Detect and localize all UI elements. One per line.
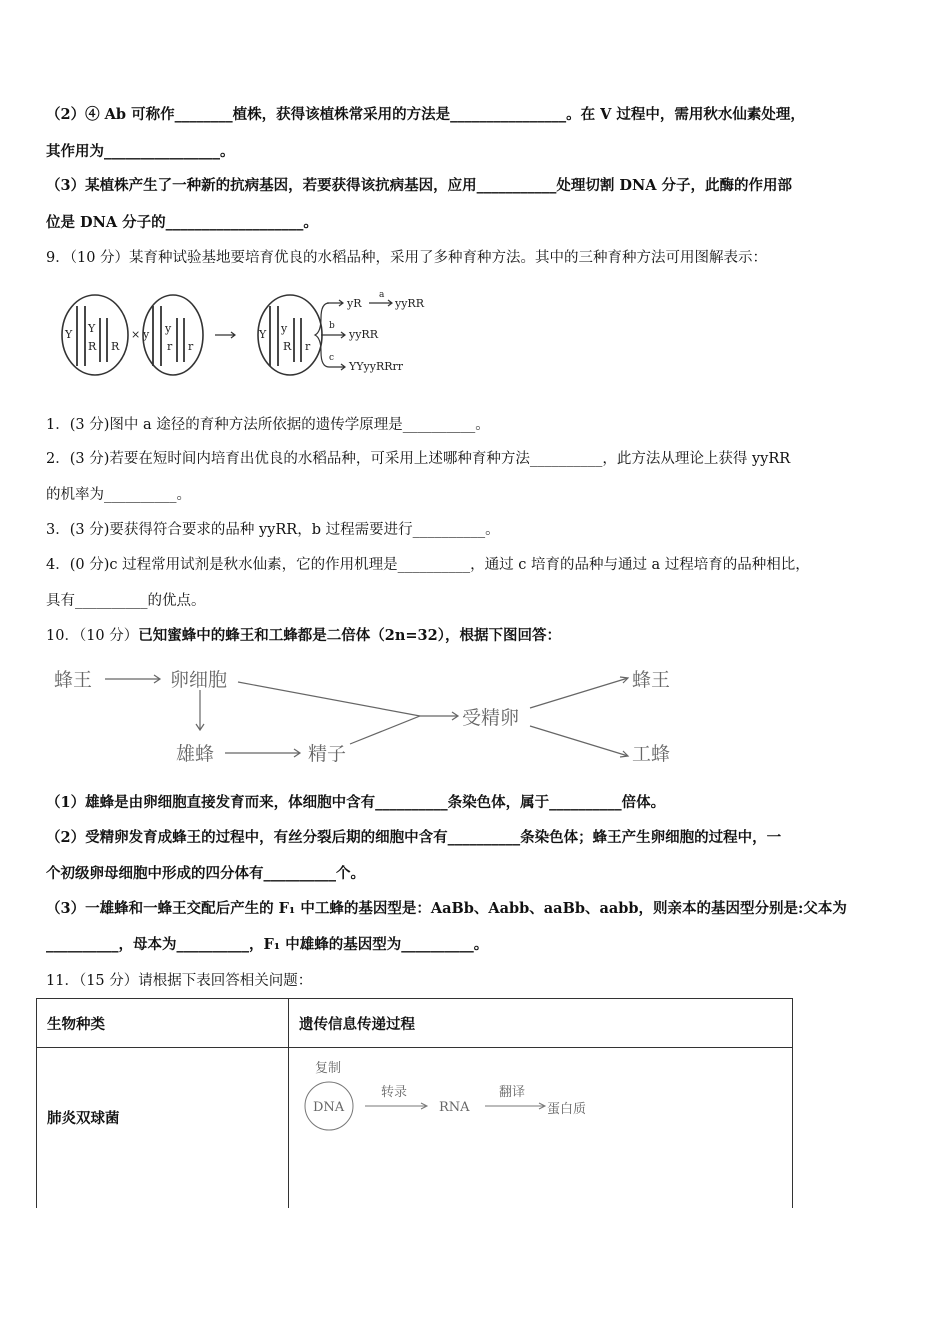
path-b-label: b bbox=[329, 321, 335, 331]
c-output-genotype: YYyyRRrr bbox=[349, 360, 404, 373]
chromosome-label: R bbox=[283, 340, 292, 353]
central-dogma-diagram bbox=[299, 1056, 619, 1136]
protein-node: 蛋白质 bbox=[547, 1102, 587, 1117]
table-header-row bbox=[37, 999, 793, 1048]
q8-part3-line2: 位是 DNA 分子的___________________。 bbox=[46, 214, 318, 231]
b-output-genotype: yyRR bbox=[349, 328, 378, 341]
a-mid-genotype: yR bbox=[347, 297, 362, 310]
chromosome-label: R bbox=[88, 340, 97, 353]
q9-sub4-line1: 4．(0 分)c 过程常用试剂是秋水仙素，它的作用机理是__________，通过 c 培育的品种与通过 a 过程培育的品种相比， bbox=[46, 557, 810, 573]
sperm-node: 精子 bbox=[308, 743, 347, 765]
q10-number: 10．（10 分） bbox=[46, 628, 139, 644]
chromosome-label: y bbox=[165, 322, 172, 335]
bee-diagram bbox=[50, 660, 690, 770]
q10-stem bbox=[46, 624, 561, 645]
a-output-genotype: yyRR bbox=[395, 297, 424, 310]
q10-part1: （1）雄蜂是由卵细胞直接发育而来，体细胞中含有__________条染色体，属于__________倍体。 bbox=[46, 794, 666, 811]
q10-part2-line1: （2）受精卵发育成蜂王的过程中，有丝分裂后期的细胞中含有__________条染色体；蜂王产生卵细胞的过程中，一 bbox=[46, 829, 782, 846]
translation-label: 翻译 bbox=[499, 1085, 526, 1100]
chromosome-label: Y bbox=[259, 328, 267, 341]
q10-part3-line2: __________，母本为__________，F₁ 中雄蜂的基因型为__________。 bbox=[46, 936, 489, 953]
chromosome-label: Y bbox=[65, 328, 73, 341]
chromosome-label: r bbox=[305, 340, 311, 353]
egg-node: 卵细胞 bbox=[170, 669, 228, 691]
queen-output-node: 蜂王 bbox=[632, 669, 671, 691]
chromosome-label: y bbox=[143, 328, 150, 341]
queen-node: 蜂王 bbox=[54, 669, 93, 691]
dna-node: DNA bbox=[313, 1100, 345, 1115]
q10-stem-text: 已知蜜蜂中的蜂王和工蜂都是二倍体（2n=32），根据下图回答： bbox=[138, 627, 561, 644]
table-row bbox=[37, 1048, 793, 1208]
q11-stem: 11．（15 分）请根据下表回答相关问题： bbox=[46, 973, 313, 989]
path-c-label: c bbox=[329, 353, 335, 363]
zygote-node: 受精卵 bbox=[462, 707, 520, 729]
info-table bbox=[36, 998, 793, 1208]
chromosome-label: R bbox=[111, 340, 120, 353]
q8-part2-line2: 其作用为________________。 bbox=[46, 143, 235, 160]
q10-part3-line1: （3）一雄蜂和一蜂王交配后产生的 F₁ 中工蜂的基因型是：AaBb、Aabb、aaBb、aabb，则亲本的基因型分别是:父本为 bbox=[46, 900, 847, 917]
worker-output-node: 工蜂 bbox=[632, 743, 671, 765]
chromosome-label: r bbox=[188, 340, 194, 353]
q9-sub1: 1．(3 分)图中 a 途径的育种方法所依据的遗传学原理是__________。 bbox=[46, 417, 490, 433]
breeding-diagram bbox=[55, 288, 435, 380]
q9-sub3: 3．(3 分)要获得符合要求的品种 yyRR，b 过程需要进行__________。 bbox=[46, 522, 500, 538]
q8-part2-line1: （2）④ Ab 可称作________植株，获得该植株常采用的方法是________________。在 V 过程中，需用秋水仙素处理， bbox=[46, 106, 805, 123]
q8-part3-line1: （3）某植株产生了一种新的抗病基因，若要获得该抗病基因，应用___________处理切割 DNA 分子，此酶的作用部 bbox=[46, 177, 793, 194]
rna-node: RNA bbox=[439, 1100, 470, 1115]
path-a-label: a bbox=[379, 290, 385, 300]
drone-node: 雄蜂 bbox=[176, 743, 215, 765]
cross-sign: × bbox=[131, 328, 141, 341]
header-process: 遗传信息传递过程 bbox=[289, 999, 793, 1048]
q9-stem: 9．（10 分）某育种试验基地要培育优良的水稻品种，采用了多种育种方法。其中的三种育种方法可用图解表示： bbox=[46, 250, 768, 266]
process-cell bbox=[289, 1048, 793, 1208]
q10-part2-line2: 个初级卵母细胞中形成的四分体有__________个。 bbox=[46, 865, 365, 882]
transcription-label: 转录 bbox=[381, 1085, 408, 1100]
organism-cell: 肺炎双球菌 bbox=[37, 1048, 289, 1208]
chromosome-label: r bbox=[167, 340, 173, 353]
chromosome-label: Y bbox=[88, 322, 96, 335]
q9-sub2-line1: 2．(3 分)若要在短时间内培育出优良的水稻品种，可采用上述哪种育种方法__________，此方法从理论上获得 yyRR bbox=[46, 451, 791, 467]
q9-sub4-line2: 具有__________的优点。 bbox=[46, 593, 206, 609]
chromosome-label: y bbox=[281, 322, 288, 335]
header-organism: 生物种类 bbox=[37, 999, 289, 1048]
q9-sub2-line2: 的机率为__________。 bbox=[46, 487, 191, 503]
replication-label: 复制 bbox=[315, 1061, 342, 1076]
